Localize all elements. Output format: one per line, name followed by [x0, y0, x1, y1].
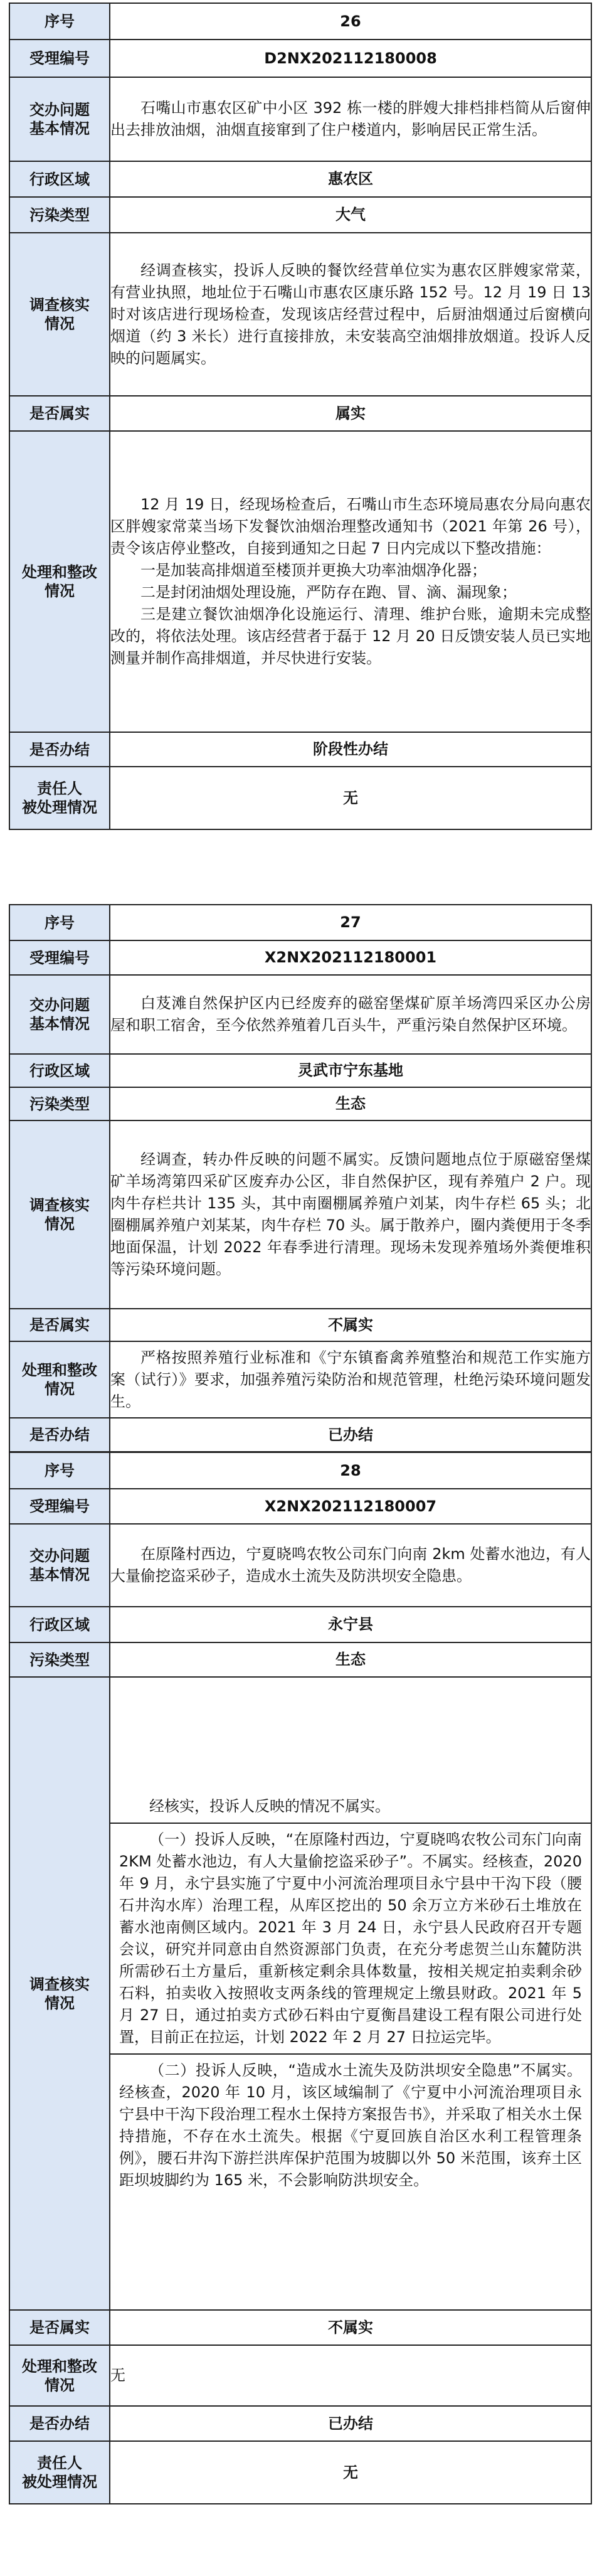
handling-text: 无	[110, 2345, 591, 2406]
case-27-table	[9, 904, 592, 1452]
verified-value: 属实	[110, 396, 591, 431]
seq-label: 序号	[9, 905, 110, 940]
closed-value: 已办结	[110, 2406, 591, 2441]
accept-no-label: 受理编号	[9, 940, 110, 975]
case-28-table	[9, 1452, 592, 2504]
handling-label: 处理和整改 情况	[9, 431, 110, 732]
closed-value: 已办结	[110, 1418, 591, 1452]
accept-no-value: X2NX202112180001	[110, 940, 591, 975]
issue-label: 交办问题 基本情况	[9, 975, 110, 1054]
accountable-label: 责任人 被处理情况	[9, 2441, 110, 2504]
closed-value: 阶段性办结	[110, 732, 591, 767]
issue-text: 白芨滩自然保护区内已经废弃的磁窑堡煤矿原羊场湾四采区办公房屋和职工宿舍，至今依然养殖着几百头牛，严重污染自然保护区环境。	[110, 975, 591, 1054]
pollution-value: 生态	[110, 1087, 591, 1120]
pollution-value: 大气	[110, 197, 591, 233]
investigation-text: 经调查，转办件反映的问题不属实。反馈问题地点位于原磁窑堡煤矿羊场湾第四采矿区废弃办公区，非自然保护区，现有养殖户 2 户。现肉牛存栏共计 135 头，其中南圈棚属养殖户刘某，肉牛存栏 65 头；北圈棚属养殖户刘某某，肉牛存栏 70 头。属于散养户，圈内粪便用于冬季地面保温，计划 2022 年春季进行清理。现场未发现养殖场外粪便堆积等污染环境问题。	[110, 1120, 591, 1309]
investigation-label: 调查核实 情况	[9, 1677, 110, 2310]
region-label: 行政区域	[9, 1054, 110, 1087]
issue-label: 交办问题 基本情况	[9, 1524, 110, 1607]
closed-label: 是否办结	[9, 732, 110, 767]
investigation-point-2: （二）投诉人反映，“造成水土流失及防洪坝安全隐患”不属实。经核查，2020 年 10 月，该区域编制了《宁夏中小河流治理项目永宁县中干沟下段治理工程水土保持方案报告书》，并采取了相关水土保持措施，不存在水土流失。根据《宁夏回族自治区水利工程管理条例》，腰石井沟下游拦洪库保护范围为坡脚以外 50 米范围，该弃土区距坝坡脚约为 165 米，不会影响防洪坝安全。	[119, 2062, 582, 2189]
seq-value: 26	[110, 3, 591, 40]
handling-label: 处理和整改 情况	[9, 2345, 110, 2406]
seq-value: 28	[110, 1452, 591, 1489]
verified-label: 是否属实	[9, 1309, 110, 1341]
pollution-label: 污染类型	[9, 1642, 110, 1677]
accept-no-label: 受理编号	[9, 40, 110, 77]
handling-label: 处理和整改 情况	[9, 1341, 110, 1418]
investigation-point-1: （一）投诉人反映，“在原隆村西边，宁夏晓鸣农牧公司东门向南 2KM 处蓄水池边，有人大量偷挖盗采砂子”。不属实。经核查，2020 年 9 月，永宁县实施了宁夏中小河流治理项目永宁县中干沟下段（腰石井沟水库）治理工程，从库区挖出的 50 余万立方米砂石土堆放在蓄水池南侧区域内。2021 年 3 月 24 日，永宁县人民政府召开专题会议，研究并同意由自然资源部门负责，在充分考虑贺兰山东麓防洪所需砂石土方量后，重新核定剩余具体数量，按相关规定拍卖剩余砂石料，拍卖收入按照收支两条线的管理规定上缴县财政。2021 年 5 月 27 日，通过拍卖方式砂石料由宁夏衡昌建设工程有限公司进行处置，目前正在拉运，计划 2022 年 2 月 27 日拉运完毕。	[110, 1823, 591, 2054]
issue-label: 交办问题 基本情况	[9, 77, 110, 161]
pollution-label: 污染类型	[9, 1087, 110, 1120]
accountable-value: 无	[110, 2441, 591, 2504]
case-26-table	[9, 3, 592, 830]
region-value: 永宁县	[110, 1607, 591, 1642]
region-value: 惠农区	[110, 161, 591, 197]
region-value: 灵武市宁东基地	[110, 1054, 591, 1087]
seq-label: 序号	[9, 1452, 110, 1489]
region-label: 行政区域	[9, 161, 110, 197]
accept-no-value: X2NX202112180007	[110, 1489, 591, 1524]
handling-text: 12 月 19 日，经现场检查后，石嘴山市生态环境局惠农分局向惠农区胖嫂家常菜当场下发餐饮油烟治理整改通知书（2021 年第 26 号），责令该店停业整改，自接到通知之日起 7 日内完成以下整改措施： 一是加装高排烟道至楼顶并更换大功率油烟净化器； 二是封闭油烟处理设施，严防存在跑、冒、滴、漏现象； 三是建立餐饮油烟净化设施运行、清理、维护台账，逾期未完成整改的，将依法处理。该店经营者于磊于 12 月 20 日反馈安装人员已实地测量并制作高排烟道，并尽快进行安装。	[110, 431, 591, 732]
verified-value: 不属实	[110, 2310, 591, 2345]
pollution-label: 污染类型	[9, 197, 110, 233]
accountable-value: 无	[110, 767, 591, 829]
investigation-subtable	[110, 1791, 591, 2196]
verified-label: 是否属实	[9, 396, 110, 431]
closed-label: 是否办结	[9, 2406, 110, 2441]
seq-label: 序号	[9, 3, 110, 40]
issue-text: 石嘴山市惠农区矿中小区 392 栋一楼的胖嫂大排档排档简从后窗伸出去排放油烟，油烟直接窜到了住户楼道内，影响居民正常生活。	[110, 77, 591, 161]
closed-label: 是否办结	[9, 1418, 110, 1452]
investigation-label: 调查核实 情况	[9, 233, 110, 396]
accept-no-label: 受理编号	[9, 1489, 110, 1524]
verified-value: 不属实	[110, 1309, 591, 1341]
verified-label: 是否属实	[9, 2310, 110, 2345]
issue-text: 在原隆村西边，宁夏晓鸣农牧公司东门向南 2km 处蓄水池边，有人大量偷挖盗采砂子，造成水土流失及防洪坝安全隐患。	[110, 1524, 591, 1607]
investigation-cell	[110, 1677, 591, 2310]
handling-text: 严格按照养殖行业标准和《宁东镇畜禽养殖整治和规范工作实施方案（试行）》要求，加强养殖污染防治和规范管理，杜绝污染环境问题发生。	[110, 1341, 591, 1418]
seq-value: 27	[110, 905, 591, 940]
accountable-label: 责任人 被处理情况	[9, 767, 110, 829]
investigation-summary: 经核实，投诉人反映的情况不属实。	[110, 1791, 591, 1823]
investigation-label: 调查核实 情况	[9, 1120, 110, 1309]
investigation-text: 经调查核实，投诉人反映的餐饮经营单位实为惠农区胖嫂家常菜，有营业执照，地址位于石嘴山市惠农区康乐路 152 号。12 月 19 日 13 时对该店进行现场检查，发现该店经营过程中，后厨油烟通过后窗横向烟道（约 3 米长）进行直接排放，未安装高空油烟排放烟道。投诉人反映的问题属实。	[110, 233, 591, 396]
region-label: 行政区域	[9, 1607, 110, 1642]
pollution-value: 生态	[110, 1642, 591, 1677]
accept-no-value: D2NX202112180008	[110, 40, 591, 77]
